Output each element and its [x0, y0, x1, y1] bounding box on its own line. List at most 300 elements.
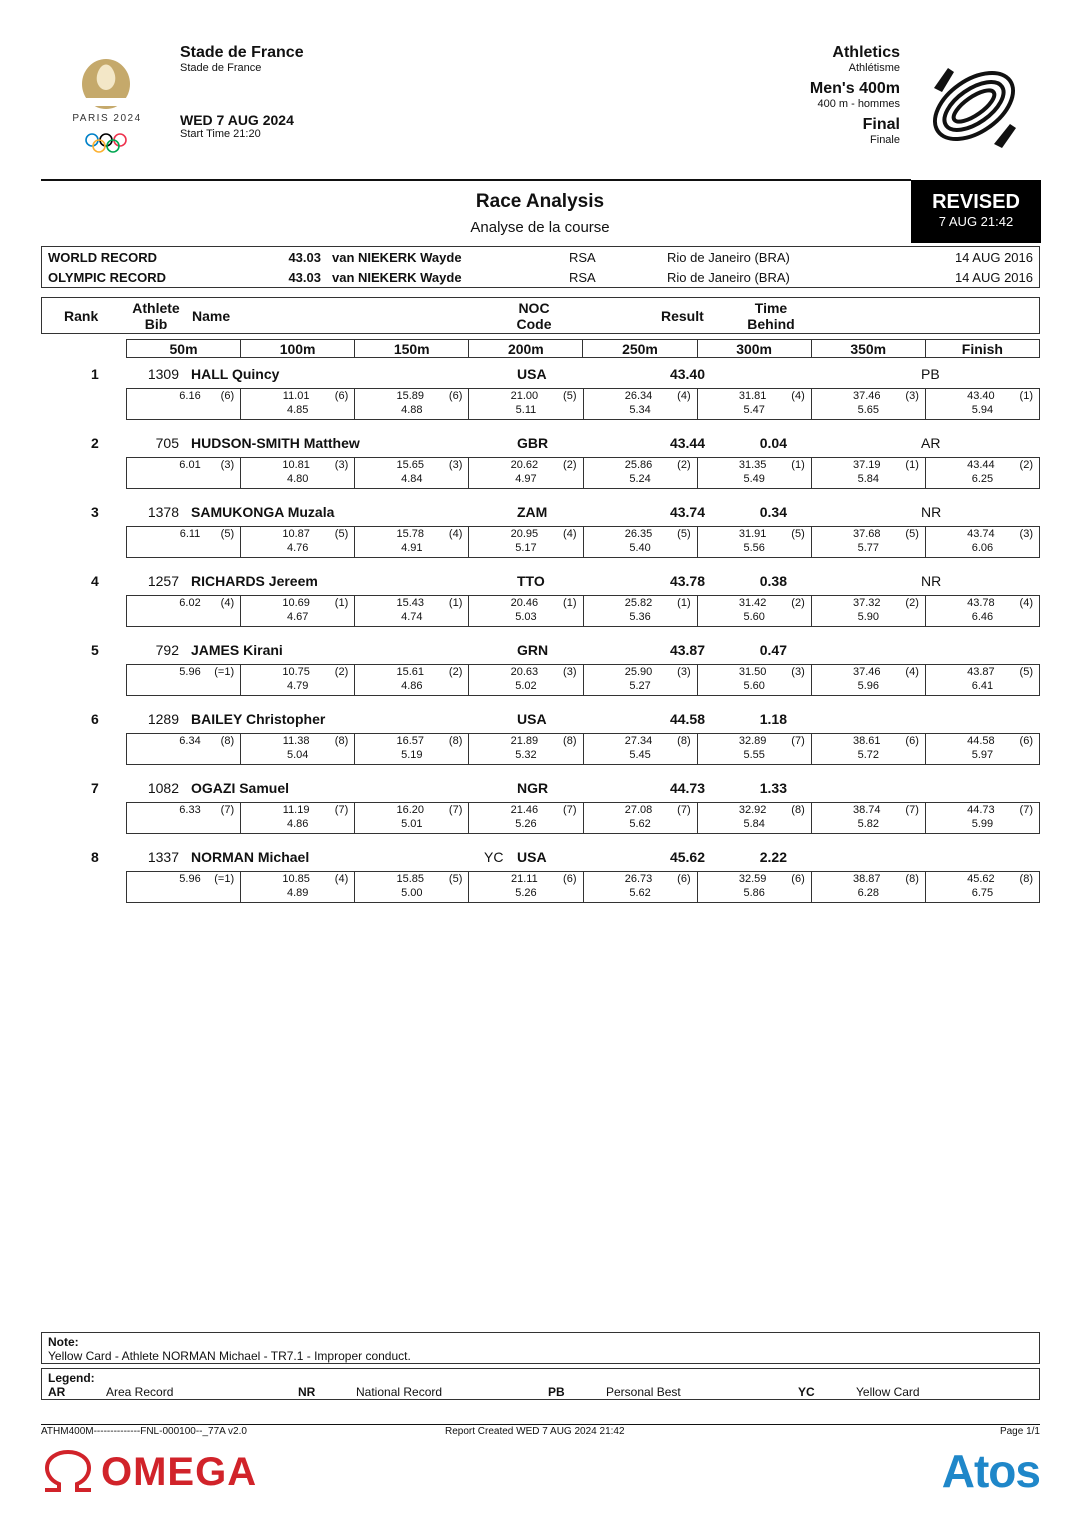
athlete-block	[41, 638, 1040, 707]
paris-2024-logo	[62, 58, 152, 154]
split-cell	[469, 734, 583, 765]
split-segment: 4.76	[286, 542, 309, 554]
athlete-block	[41, 707, 1040, 776]
event-date: WED 7 AUG 2024	[180, 112, 294, 128]
athlete-noc: GRN	[517, 642, 549, 658]
record-noc: RSA	[569, 270, 596, 285]
split-cell	[241, 872, 355, 903]
report-created: Report Created WED 7 AUG 2024 21:42	[445, 1426, 625, 1437]
split-time: 6.02	[179, 597, 201, 609]
split-position: (4)	[677, 390, 691, 402]
split-position: (2)	[791, 597, 805, 609]
split-position: (3)	[791, 666, 805, 678]
split-cell	[811, 665, 925, 696]
split-position: (2)	[677, 459, 691, 471]
split-cell	[697, 872, 811, 903]
split-position: (2)	[448, 666, 463, 678]
athlete-name: OGAZI Samuel	[191, 780, 290, 796]
split-position: (2)	[1019, 459, 1033, 471]
split-cell	[811, 458, 925, 489]
split-position: (6)	[563, 873, 577, 885]
split-time: 15.78	[396, 528, 425, 540]
split-segment: 6.41	[971, 680, 994, 692]
split-segment: 6.46	[971, 611, 994, 623]
split-time: 37.68	[852, 528, 881, 540]
split-cell	[925, 596, 1039, 627]
event-block	[810, 44, 900, 146]
split-position: (4)	[791, 390, 805, 402]
athlete-noc: GBR	[517, 435, 549, 451]
split-cell	[583, 527, 697, 558]
athlete-time-behind: 0.47	[759, 642, 787, 658]
split-time: 6.01	[179, 459, 201, 471]
split-position: (4)	[334, 873, 349, 885]
split-segment: 5.84	[743, 818, 765, 830]
col-name: Name	[192, 308, 231, 324]
omega-logo	[41, 1448, 257, 1496]
split-time: 32.59	[738, 873, 767, 885]
split-cell	[583, 458, 697, 489]
start-time: Start Time 21:20	[180, 128, 261, 140]
split-segment: 6.25	[971, 473, 994, 485]
split-position: (1)	[905, 459, 919, 471]
split-position: (1)	[677, 597, 691, 609]
split-position: (5)	[448, 873, 463, 885]
venue-title: Stade de France	[180, 44, 304, 61]
athlete-row[interactable]	[41, 431, 1040, 454]
athlete-result: 43.44	[669, 435, 705, 451]
split-position: (8)	[448, 735, 463, 747]
athlete-rank: 6	[91, 711, 99, 727]
split-header-3: 200m	[469, 340, 583, 358]
split-time: 20.63	[510, 666, 539, 678]
split-time: 10.75	[282, 666, 310, 678]
split-time: 20.46	[510, 597, 539, 609]
split-time: 16.20	[396, 804, 425, 816]
record-time: 43.03	[288, 270, 321, 285]
split-cell	[241, 734, 355, 765]
split-segment: 4.86	[286, 818, 309, 830]
split-cell	[127, 872, 241, 903]
legend-items	[48, 1385, 1033, 1399]
split-time: 10.85	[282, 873, 310, 885]
split-position: (3)	[334, 459, 349, 471]
split-position: (3)	[905, 390, 919, 402]
split-time: 21.46	[510, 804, 539, 816]
athlete-row[interactable]	[41, 500, 1040, 523]
split-segment: 5.82	[857, 818, 880, 830]
athlete-time-behind: 2.22	[759, 849, 787, 865]
athlete-row[interactable]	[41, 569, 1040, 592]
split-cell	[241, 389, 355, 420]
split-segment: 5.94	[971, 404, 994, 416]
athlete-row[interactable]	[41, 362, 1040, 385]
record-noc: RSA	[569, 250, 596, 265]
split-time: 25.90	[624, 666, 653, 678]
athlete-row[interactable]	[41, 638, 1040, 661]
athlete-rank: 1	[91, 366, 99, 382]
split-position: (6)	[791, 873, 805, 885]
split-cell	[241, 665, 355, 696]
split-cell	[583, 389, 697, 420]
split-times	[126, 733, 1040, 765]
omega-symbol-icon	[41, 1450, 95, 1494]
split-cell	[241, 527, 355, 558]
split-time: 44.58	[967, 735, 995, 747]
split-segment: 5.62	[629, 887, 651, 899]
split-cell	[811, 872, 925, 903]
split-cell	[925, 734, 1039, 765]
omega-wordmark: OMEGA	[101, 1449, 258, 1494]
split-cell	[355, 665, 469, 696]
split-segment: 5.99	[971, 818, 994, 830]
athlete-name: SAMUKONGA Muzala	[191, 504, 335, 520]
col-rank: Rank	[64, 308, 99, 324]
athlete-name: RICHARDS Jereem	[191, 573, 318, 589]
split-time: 21.89	[510, 735, 539, 747]
split-time: 10.87	[282, 528, 310, 540]
split-position: (8)	[334, 735, 349, 747]
split-time: 6.33	[179, 804, 201, 816]
split-cell	[127, 527, 241, 558]
split-cell	[241, 458, 355, 489]
split-position: (1)	[1019, 390, 1033, 402]
split-time: 6.11	[179, 528, 201, 540]
split-position: (3)	[677, 666, 691, 678]
split-cell	[925, 803, 1039, 834]
athlete-rank: 5	[91, 642, 99, 658]
split-time: 31.35	[738, 459, 767, 471]
split-position: (=1)	[214, 666, 235, 678]
split-segment: 5.03	[515, 611, 537, 623]
split-position: (=1)	[214, 873, 235, 885]
athlete-bib: 1309	[147, 366, 179, 382]
split-cell	[241, 803, 355, 834]
split-position: (7)	[220, 804, 235, 816]
athlete-result: 45.62	[669, 849, 705, 865]
split-position: (2)	[334, 666, 349, 678]
split-segment: 5.96	[857, 680, 880, 692]
legend-code: YC	[798, 1385, 815, 1399]
athlete-name: HALL Quincy	[191, 366, 280, 382]
split-position: (4)	[905, 666, 919, 678]
split-position: (1)	[448, 597, 463, 609]
record-holder: van NIEKERK Wayde	[332, 270, 462, 285]
split-cell	[355, 389, 469, 420]
athlete-name: JAMES Kirani	[191, 642, 283, 658]
report-title: Race Analysis	[475, 191, 605, 212]
split-cell	[811, 803, 925, 834]
split-times	[126, 457, 1040, 489]
split-position: (7)	[791, 735, 805, 747]
split-time: 15.61	[396, 666, 425, 678]
athlete-result: 43.40	[669, 366, 705, 382]
legend-code: PB	[548, 1385, 565, 1399]
split-time: 25.82	[624, 597, 653, 609]
athlete-result: 44.58	[669, 711, 705, 727]
split-position: (4)	[563, 528, 577, 540]
split-position: (7)	[334, 804, 349, 816]
split-position: (6)	[220, 390, 235, 402]
split-times	[126, 526, 1040, 558]
split-cell	[241, 596, 355, 627]
split-cell	[469, 596, 583, 627]
split-segment: 4.86	[401, 680, 423, 692]
split-cell	[697, 458, 811, 489]
split-segment: 5.27	[629, 680, 651, 692]
athlete-block	[41, 431, 1040, 500]
split-position: (6)	[448, 390, 463, 402]
split-time: 15.43	[396, 597, 425, 609]
sport-subtitle: Athlétisme	[848, 62, 900, 74]
split-cell	[583, 803, 697, 834]
legend-box	[41, 1368, 1040, 1400]
legend-code: AR	[48, 1385, 66, 1399]
split-cell	[811, 734, 925, 765]
split-segment: 4.89	[286, 887, 309, 899]
split-cell	[355, 803, 469, 834]
phase-title: Final	[862, 116, 900, 133]
note-label: Note:	[48, 1335, 79, 1349]
split-position: (7)	[905, 804, 919, 816]
athlete-noc: USA	[517, 711, 547, 727]
split-position: (6)	[1019, 735, 1033, 747]
split-time: 10.69	[282, 597, 310, 609]
split-time: 31.50	[738, 666, 767, 678]
logo-text: PARIS 2024	[72, 113, 142, 124]
record-time: 43.03	[288, 250, 321, 265]
athlete-block	[41, 500, 1040, 569]
yellow-card-mark: YC	[484, 849, 504, 865]
split-times	[126, 802, 1040, 834]
legend-desc: National Record	[356, 1385, 443, 1399]
split-time: 27.08	[624, 804, 653, 816]
athlete-bib: 705	[155, 435, 179, 451]
split-time: 16.57	[396, 735, 425, 747]
col-behind	[738, 300, 804, 332]
record-label: WORLD RECORD	[48, 250, 158, 265]
athlete-time-behind: 1.33	[759, 780, 787, 796]
col-noc	[514, 300, 554, 332]
split-time: 38.61	[852, 735, 881, 747]
col-bib-line1: Athlete	[132, 300, 180, 316]
split-segment: 5.60	[743, 680, 765, 692]
split-cell	[355, 596, 469, 627]
split-time: 38.87	[852, 873, 881, 885]
split-time: 37.46	[852, 666, 881, 678]
split-position: (1)	[334, 597, 349, 609]
record-place: Rio de Janeiro (BRA)	[667, 270, 790, 285]
split-cell	[469, 803, 583, 834]
record-row	[42, 247, 1039, 267]
athlete-record-flag: PB	[921, 366, 940, 382]
split-segment: 5.26	[515, 887, 537, 899]
legend-label: Legend:	[48, 1371, 95, 1385]
record-holder: van NIEKERK Wayde	[332, 250, 462, 265]
col-noc-line2: Code	[516, 316, 552, 332]
report-subtitle: Analyse de la course	[470, 219, 610, 236]
split-segment: 4.67	[286, 611, 309, 623]
split-segment: 5.60	[743, 611, 765, 623]
split-header-5: 300m	[697, 340, 811, 358]
athlete-rank: 2	[91, 435, 99, 451]
split-cell	[925, 389, 1039, 420]
legend-desc: Personal Best	[606, 1385, 681, 1399]
split-header-7: Finish	[925, 340, 1039, 358]
col-behind-line2: Behind	[747, 316, 795, 332]
split-segment: 5.01	[401, 818, 423, 830]
venue-subtitle: Stade de France	[180, 62, 262, 74]
split-position: (4)	[1019, 597, 1033, 609]
split-segment: 6.28	[857, 887, 880, 899]
split-position: (2)	[905, 597, 919, 609]
revised-time: 7 AUG 21:42	[938, 214, 1014, 229]
split-cell	[925, 665, 1039, 696]
split-cell	[127, 803, 241, 834]
split-time: 31.42	[738, 597, 767, 609]
athlete-bib: 792	[155, 642, 179, 658]
athlete-noc: USA	[517, 849, 547, 865]
split-cell	[811, 596, 925, 627]
col-bib	[132, 300, 180, 332]
split-cell	[355, 734, 469, 765]
split-segment: 5.84	[857, 473, 880, 485]
split-header-0: 50m	[127, 340, 241, 358]
split-position: (5)	[220, 528, 235, 540]
split-time: 26.34	[624, 390, 653, 402]
split-time: 5.96	[179, 873, 201, 885]
split-segment: 5.04	[286, 749, 309, 761]
athlete-row[interactable]	[41, 707, 1040, 730]
sport-title: Athletics	[832, 44, 900, 61]
split-position: (6)	[905, 735, 919, 747]
split-header-6: 350m	[811, 340, 925, 358]
split-cell	[469, 458, 583, 489]
athlete-noc: USA	[517, 366, 547, 382]
results-list	[41, 362, 1040, 914]
athlete-result: 44.73	[669, 780, 705, 796]
legend-desc: Area Record	[106, 1385, 174, 1399]
split-segment: 6.75	[971, 887, 994, 899]
split-segment: 4.84	[401, 473, 423, 485]
split-time: 37.46	[852, 390, 881, 402]
olympic-flame-icon	[62, 58, 152, 154]
split-segment: 5.02	[515, 680, 537, 692]
split-time: 32.89	[738, 735, 767, 747]
split-time: 6.34	[179, 735, 201, 747]
split-segment: 4.88	[401, 404, 423, 416]
athlete-bib: 1378	[147, 504, 179, 520]
split-cell	[697, 734, 811, 765]
split-position: (5)	[905, 528, 919, 540]
split-cell	[469, 389, 583, 420]
split-time: 11.01	[282, 390, 310, 402]
athlete-rank: 3	[91, 504, 99, 520]
split-position: (8)	[1019, 873, 1033, 885]
split-position: (8)	[677, 735, 691, 747]
split-segment: 5.36	[629, 611, 651, 623]
split-position: (3)	[563, 666, 577, 678]
split-time: 6.16	[179, 390, 201, 402]
split-cell	[925, 458, 1039, 489]
header-divider	[41, 179, 911, 181]
split-cell	[811, 527, 925, 558]
split-cell	[697, 665, 811, 696]
split-cell	[355, 458, 469, 489]
split-time: 15.85	[396, 873, 425, 885]
athlete-row[interactable]	[41, 845, 1040, 868]
split-position: (6)	[677, 873, 691, 885]
split-segment: 5.55	[743, 749, 765, 761]
split-time: 15.89	[396, 390, 425, 402]
split-position: (5)	[334, 528, 349, 540]
page-number: Page 1/1	[999, 1426, 1040, 1437]
split-segment: 5.86	[743, 887, 765, 899]
athlete-name: NORMAN Michael	[191, 849, 310, 865]
split-time: 37.32	[852, 597, 881, 609]
split-position: (1)	[563, 597, 577, 609]
split-segment: 4.85	[286, 404, 309, 416]
athlete-block	[41, 362, 1040, 431]
split-position: (5)	[1019, 666, 1033, 678]
doc-code: ATHM400M--------------FNL-000100--_77A v2.0	[41, 1426, 247, 1437]
split-segment: 5.65	[857, 404, 880, 416]
split-time: 44.73	[967, 804, 995, 816]
split-position: (8)	[905, 873, 919, 885]
split-time: 32.92	[738, 804, 767, 816]
athlete-block	[41, 845, 1040, 914]
split-header-2: 150m	[355, 340, 469, 358]
split-segment: 5.56	[743, 542, 765, 554]
split-cell	[583, 665, 697, 696]
split-position: (7)	[448, 804, 463, 816]
split-time: 37.19	[852, 459, 881, 471]
split-position: (5)	[791, 528, 805, 540]
split-cell	[469, 872, 583, 903]
split-times	[126, 871, 1040, 903]
split-segment: 4.97	[515, 473, 537, 485]
revised-badge	[911, 180, 1041, 243]
split-time: 27.34	[624, 735, 653, 747]
record-date: 14 AUG 2016	[954, 250, 1033, 265]
split-cell	[355, 527, 469, 558]
athlete-record-flag: AR	[921, 435, 941, 451]
athlete-noc: TTO	[517, 573, 545, 589]
athlete-bib: 1082	[147, 780, 179, 796]
split-position: (7)	[677, 804, 691, 816]
split-cell	[697, 389, 811, 420]
split-position: (6)	[334, 390, 349, 402]
split-time: 26.73	[624, 873, 653, 885]
split-time: 31.81	[738, 390, 767, 402]
athlete-row[interactable]	[41, 776, 1040, 799]
athletics-pictogram-icon	[926, 58, 1022, 154]
split-position: (7)	[563, 804, 577, 816]
split-time: 43.40	[967, 390, 995, 402]
event-title: Men's 400m	[809, 80, 900, 97]
split-cell	[355, 872, 469, 903]
split-cell	[127, 389, 241, 420]
split-cell	[127, 458, 241, 489]
split-segment: 5.72	[857, 749, 880, 761]
splits-header	[126, 339, 1040, 358]
athlete-record-flag: NR	[921, 504, 942, 520]
athlete-block	[41, 569, 1040, 638]
split-position: (8)	[563, 735, 577, 747]
column-header-box	[41, 297, 1040, 334]
note-box	[41, 1332, 1040, 1364]
split-position: (5)	[677, 528, 691, 540]
